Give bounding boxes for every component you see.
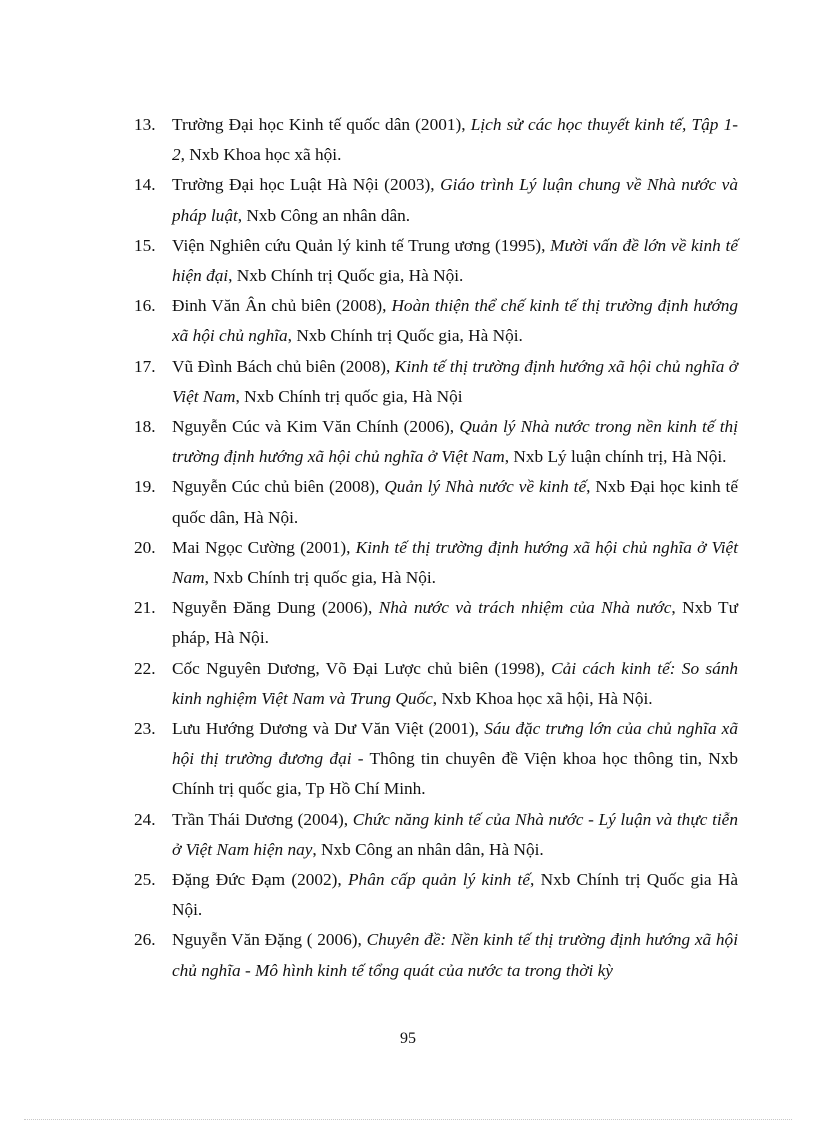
reference-publisher: , Nxb Chính trị Quốc gia Hà Nội. [172, 870, 738, 920]
reference-authors: Trường Đại học Luật Hà Nội (2003), [172, 175, 441, 195]
reference-list [0, 110, 816, 986]
reference-publisher: , Nxb Chính trị Quốc gia, Hà Nội. [228, 266, 464, 286]
reference-publisher: , Nxb Chính trị quốc gia, Hà Nội. [204, 568, 437, 588]
reference-number: 17. [134, 356, 156, 376]
reference-number: 21. [134, 598, 156, 618]
reference-item [0, 805, 816, 865]
reference-number: 20. [134, 537, 156, 557]
reference-publisher: , Nxb Công an nhân dân. [237, 205, 411, 225]
reference-item [0, 231, 816, 291]
reference-authors: Trường Đại học Kinh tế quốc dân (2001), [172, 115, 471, 134]
reference-title: Kinh tế thị trường định hướng xã hội chủ nghĩa ở Việt Nam [172, 537, 738, 588]
reference-authors: Trần Thái Dương (2004), [172, 809, 353, 829]
reference-item [0, 472, 816, 532]
reference-number: 18. [134, 417, 156, 437]
reference-item [0, 533, 816, 593]
reference-item [0, 412, 816, 472]
reference-number: 14. [134, 175, 156, 195]
reference-number: 26. [134, 930, 156, 950]
reference-item [0, 110, 816, 170]
reference-publisher: - Thông tin chuyên đề Viện khoa học thông tin, Nxb Chính trị quốc gia, Tp Hồ Chí Minh. [172, 749, 739, 799]
reference-title: Hoàn thiện thể chế kinh tế thị trường định hướng xã hội chủ nghĩa [172, 296, 738, 346]
reference-number: 23. [134, 719, 156, 739]
reference-title: Quản lý Nhà nước về kinh tế [384, 477, 587, 497]
reference-item [0, 352, 816, 412]
reference-number: 15. [134, 235, 156, 255]
reference-title: Nhà nước và trách nhiệm của Nhà nước [378, 598, 672, 618]
reference-authors: Nguyễn Cúc chủ biên (2008), [172, 477, 385, 497]
reference-number: 16. [134, 296, 156, 316]
page-number: 95 [400, 1030, 416, 1047]
reference-item [0, 925, 816, 985]
reference-publisher: , Nxb Đại học kinh tế quốc dân, Hà Nội. [172, 477, 738, 527]
reference-item [0, 170, 816, 230]
reference-title: Lịch sử các học thuyết kinh tế, Tập 1- 2 [172, 115, 738, 165]
reference-title: Quản lý Nhà nước trong nền kinh tế thị trường định hướng xã hội chủ nghĩa ở Việt Nam [172, 417, 738, 467]
reference-title: Chức năng kinh tế của Nhà nước - Lý luận và thực tiễn ở Việt Nam hiện nay [172, 809, 738, 859]
reference-title: Chuyên đề: Nền kinh tế thị trường định hướng xã hội chủ nghĩa - Mô hình kinh tế tổng quát của nước ta trong thời kỳ [172, 930, 738, 980]
reference-authors: Cốc Nguyên Dương, Võ Đại Lược chủ biên (1998), [172, 658, 552, 678]
reference-authors: Vũ Đình Bách chủ biên (2008), [172, 356, 395, 376]
reference-title: Kinh tế thị trường định hướng xã hội chủ nghĩa ở Việt Nam [172, 356, 738, 406]
reference-publisher: , Nxb Công an nhân dân, Hà Nội. [312, 839, 544, 859]
reference-item [0, 291, 816, 351]
reference-number: 24. [134, 809, 156, 829]
reference-authors: Mai Ngọc Cường (2001), [172, 537, 356, 557]
reference-number: 13. [134, 115, 156, 134]
reference-publisher: , Nxb Khoa học xã hội, Hà Nội. [432, 688, 653, 708]
reference-authors: Nguyễn Đăng Dung (2006), [172, 598, 379, 618]
reference-authors: Lưu Hướng Dương và Dư Văn Việt (2001), [172, 719, 485, 739]
reference-authors: Đặng Đức Đạm (2002), [172, 870, 348, 890]
reference-item [0, 714, 816, 805]
reference-title: Phân cấp quản lý kinh tế [348, 870, 531, 890]
reference-title: Cải cách kinh tế: So sánh kinh nghiệm Việt Nam và Trung Quốc [172, 658, 738, 708]
reference-publisher: , Nxb Chính trị quốc gia, Hà Nội [235, 386, 463, 406]
reference-item [0, 654, 816, 714]
reference-title: Sáu đặc trưng lớn của chủ nghĩa xã hội thị trường đương đại [172, 719, 738, 769]
reference-item [0, 865, 816, 925]
reference-authors: Nguyễn Văn Đặng ( 2006), [172, 930, 367, 950]
reference-publisher: , Nxb Chính trị Quốc gia, Hà Nội. [287, 326, 523, 346]
reference-title: Mười vấn đề lớn về kinh tế hiện đại [172, 235, 738, 286]
reference-authors: Viện Nghiên cứu Quản lý kinh tế Trung ương (1995), [172, 235, 551, 255]
reference-number: 25. [134, 870, 156, 890]
page-bottom-divider [24, 1119, 792, 1120]
reference-authors: Nguyễn Cúc và Kim Văn Chính (2006), [172, 417, 460, 437]
reference-title: Giáo trình Lý luận chung về Nhà nước và pháp luật [172, 175, 738, 225]
reference-publisher: , Nxb Lý luận chính trị, Hà Nội. [504, 447, 727, 467]
reference-number: 22. [134, 658, 156, 678]
reference-number: 19. [134, 477, 156, 497]
reference-publisher: , Nxb Khoa học xã hội. [180, 145, 342, 165]
reference-publisher: , Nxb Tư pháp, Hà Nội. [172, 598, 738, 648]
reference-item [0, 593, 816, 653]
reference-authors: Đinh Văn Ân chủ biên (2008), [172, 296, 392, 316]
